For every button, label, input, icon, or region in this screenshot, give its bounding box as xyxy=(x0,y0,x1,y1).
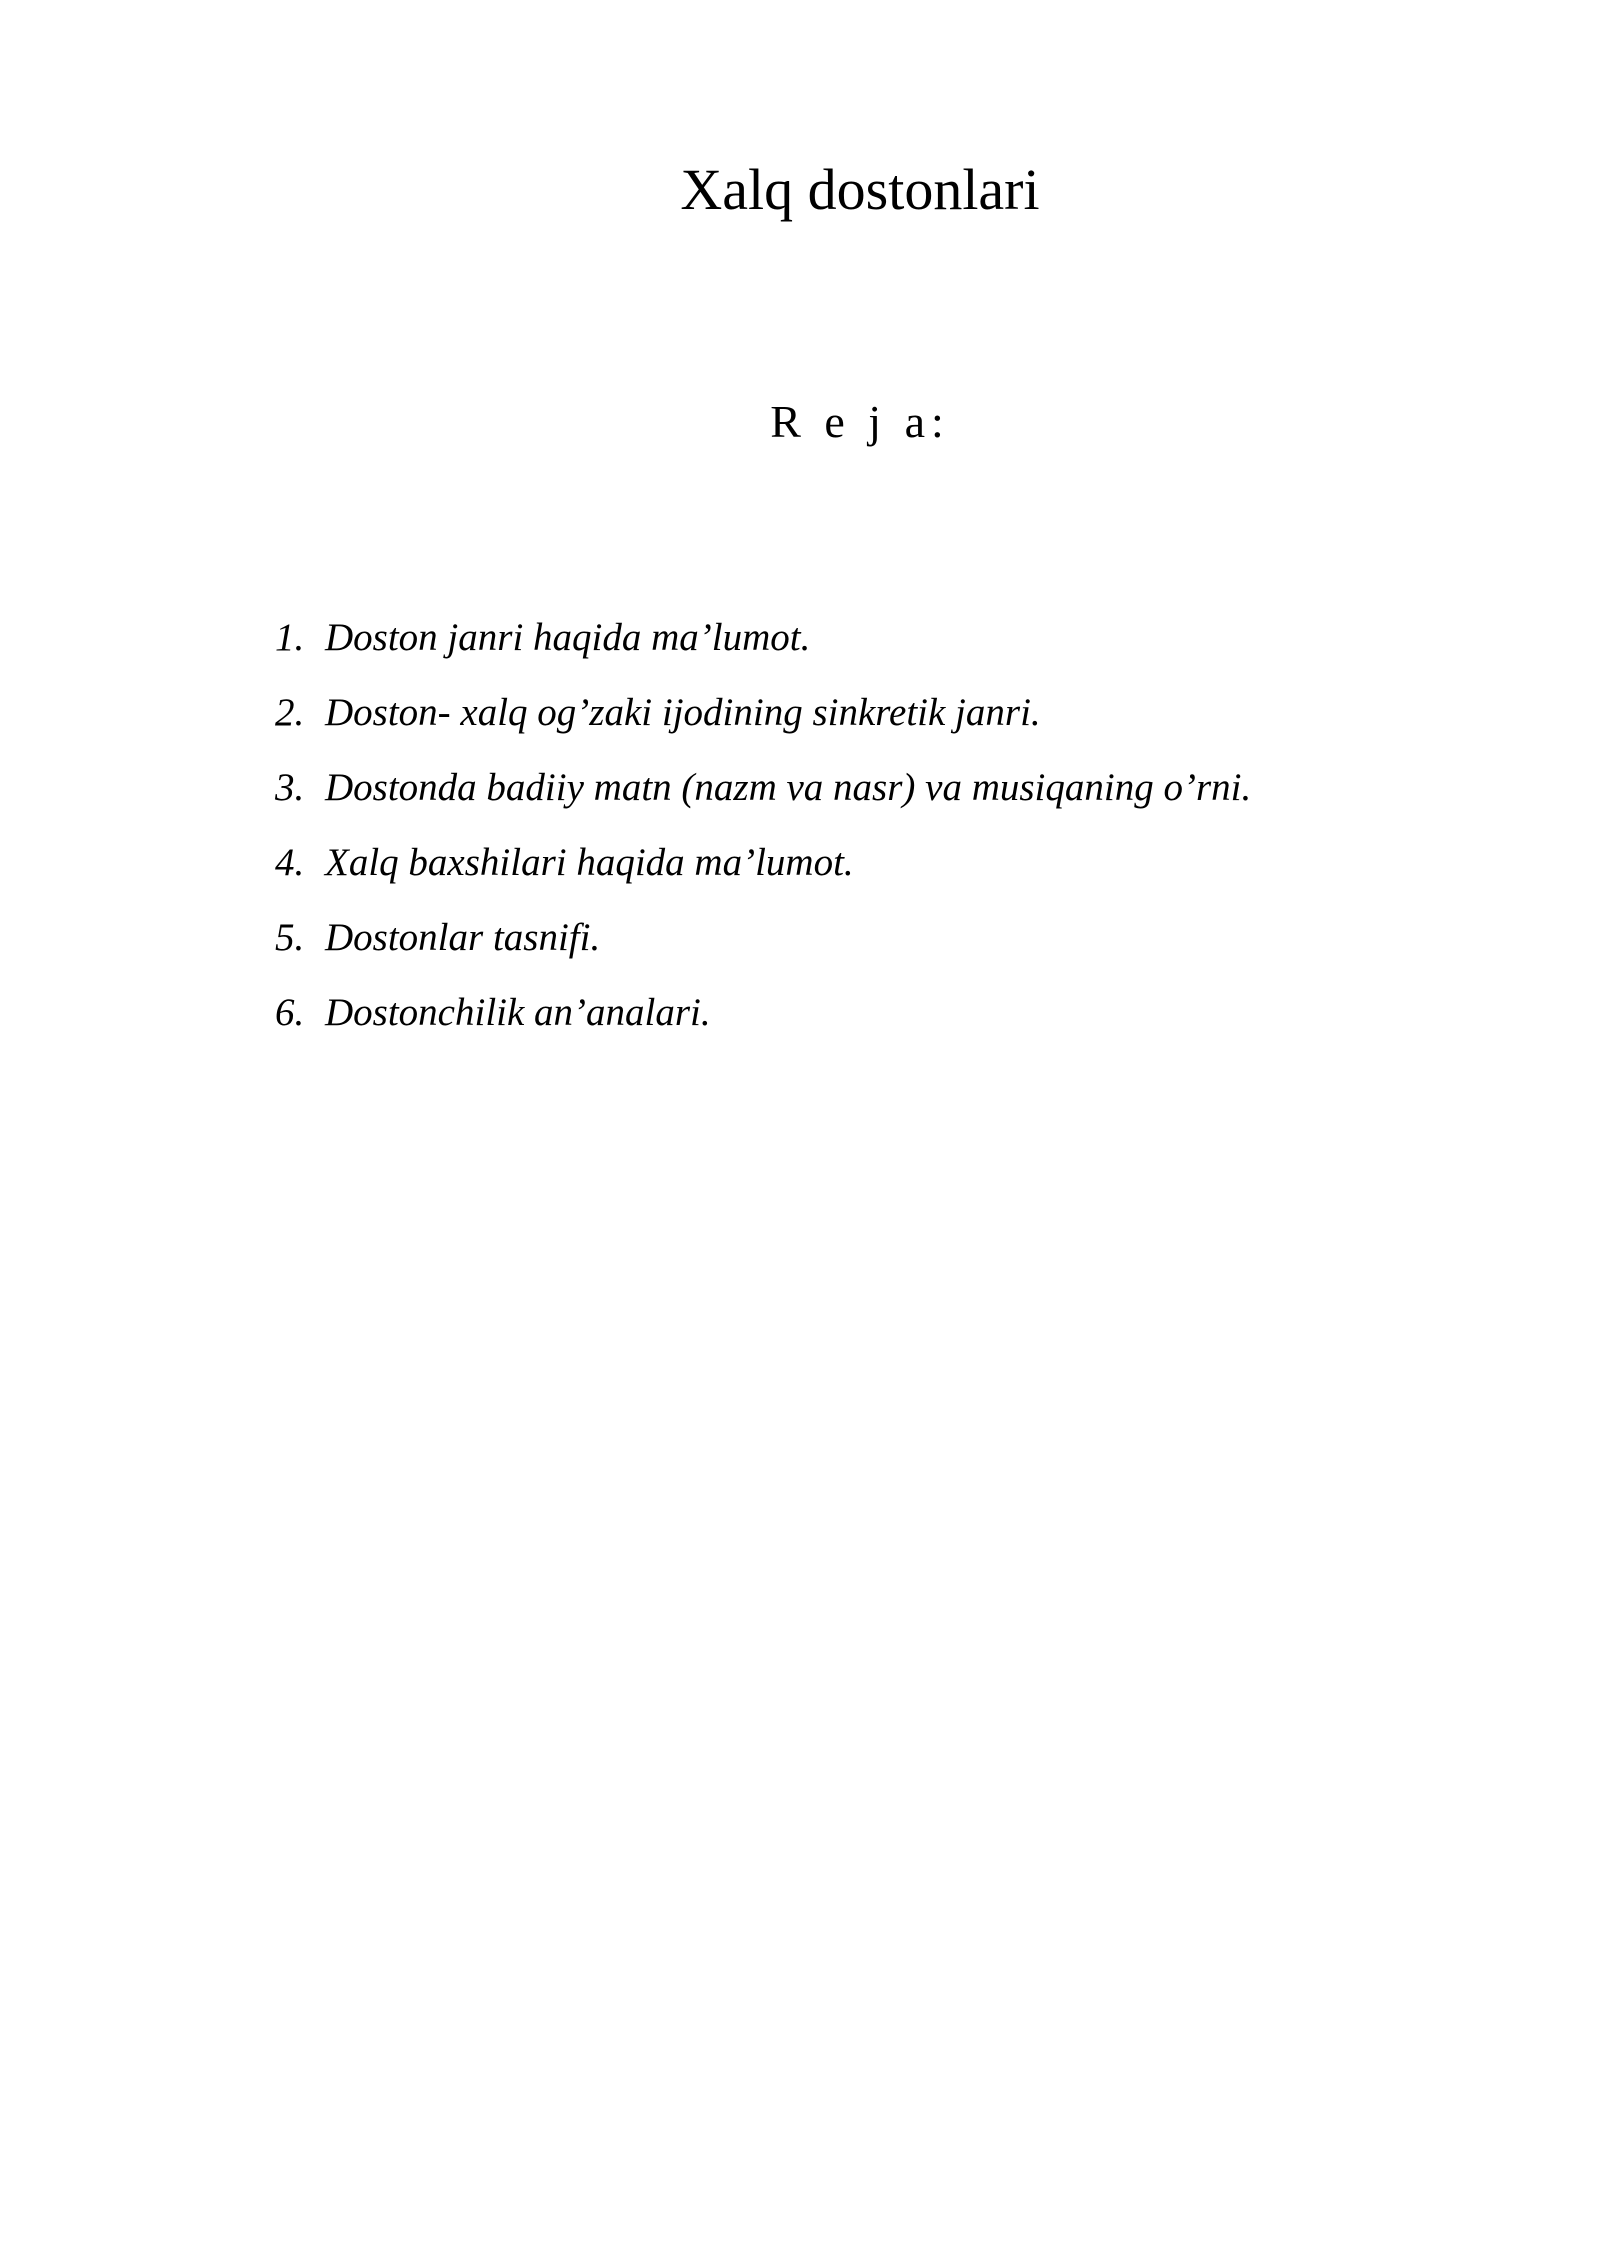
document-title: Xalq dostonlari xyxy=(680,157,1040,222)
plan-heading: R e j a: xyxy=(770,396,950,447)
list-item xyxy=(275,608,1475,683)
list-item-text: Doston janri haqida ma’lumot. xyxy=(325,616,811,659)
list-item-number: 2. xyxy=(275,691,305,734)
list-item-number: 6. xyxy=(275,991,305,1034)
list-item xyxy=(275,833,1475,908)
list-item-number: 1. xyxy=(275,616,305,659)
list-item-number: 5. xyxy=(275,916,305,959)
list-item xyxy=(275,983,1475,1058)
list-item-text: Doston- xalq og’zaki ijodining sinkretik janri. xyxy=(325,691,1041,734)
list-item xyxy=(275,758,1475,833)
list-item-text: Xalq baxshilari haqida ma’lumot. xyxy=(325,841,854,884)
list-item xyxy=(275,908,1475,983)
list-item-number: 4. xyxy=(275,841,305,884)
plan-list xyxy=(275,608,1475,1058)
list-item-number: 3. xyxy=(275,766,305,809)
list-item-text: Dostonchilik an’analari. xyxy=(325,991,711,1034)
list-item xyxy=(275,683,1475,758)
list-item-text: Dostonda badiiy matn (nazm va nasr) va musiqaning o’rni. xyxy=(325,766,1252,809)
list-item-text: Dostonlar tasnifi. xyxy=(325,916,601,959)
